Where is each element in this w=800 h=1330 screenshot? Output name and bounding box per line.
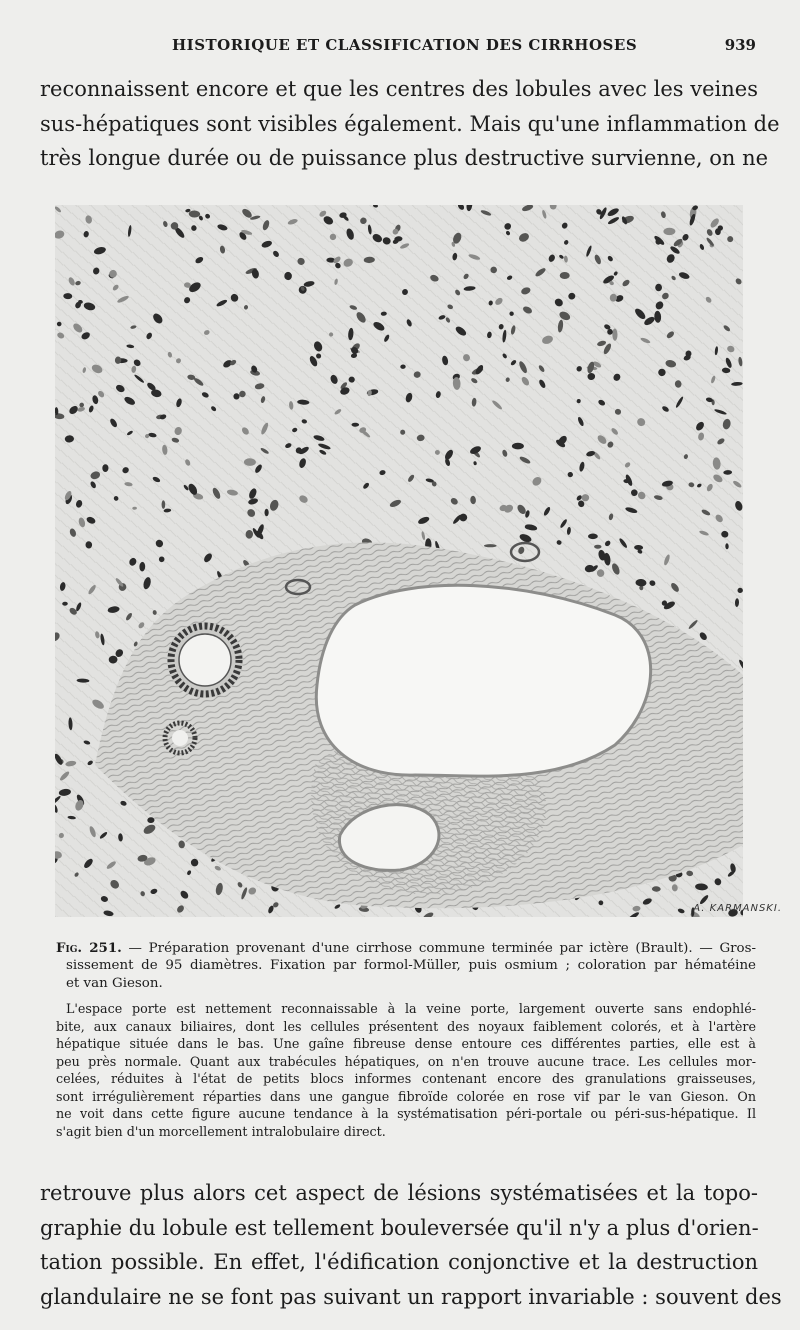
explanation-line: peu près normale. Quant aux trabécules hépatiques, on n'en trouve aucune trace. Les cellules mor- [56, 1053, 756, 1069]
text-line: reconnaissent encore et que les centres des lobules avec les veines [40, 77, 758, 101]
engraver-signature: A. KARMANSKI. [693, 903, 782, 914]
caption-text: sissement de 95 diamètres. Fixation par formol-Müller, puis osmium ; coloration par hématéine [66, 958, 756, 974]
bottom-paragraph [40, 1176, 782, 1314]
caption-text: — Préparation provenant d'une cirrhose commune terminée par ictère (Brault). — Gros- [121, 941, 756, 956]
explanation-line: bite, aux canaux biliaires, dont les cellules présentent des noyaux faiblement colorés, et à l'artère [56, 1018, 756, 1034]
cell-fragment [560, 272, 570, 279]
text-line: retrouve plus alors cet aspect de lésions systématisées et la topo- [40, 1181, 758, 1205]
histology-figure [55, 205, 743, 917]
cell-fragment [655, 284, 662, 292]
portal-vein-lumen [316, 585, 650, 776]
cell-fragment [594, 545, 601, 549]
bile-duct [167, 622, 243, 698]
cell-fragment [607, 329, 613, 335]
text-line: tation possible. En effet, l'édification conjonctive et la destruction [40, 1250, 758, 1274]
cell-fragment [400, 430, 405, 435]
histology-engraving [55, 205, 743, 917]
caption-text: et van Gieson. [66, 975, 163, 991]
top-paragraph [40, 72, 780, 176]
explanation-line: L'espace porte est nettement reconnaissable à la veine porte, largement ouverte sans endophlé- [66, 1001, 756, 1016]
text-line: graphie du lobule est tellement bouleversée qu'il n'y a plus d'orien- [40, 1215, 759, 1240]
running-title: HISTORIQUE ET CLASSIFICATION DES CIRRHOSES [172, 36, 638, 54]
explanation-line: ne voit dans cette figure aucune tendance à la systématisation péri-portale ou péri-sus-hépatique. Il [56, 1106, 756, 1121]
cell-fragment [588, 534, 598, 540]
explanation-line: hépatique située dans le bas. Une gaîne fibreuse dense entoure ces différentes parties, elle est à [56, 1036, 756, 1051]
cell-fragment [484, 544, 497, 547]
explanation-line: s'agit bien d'un morcellement intralobulaire direct. [56, 1123, 386, 1139]
cell-fragment [265, 509, 269, 517]
figure-caption [56, 940, 756, 992]
explanation-line: sont irrégulièrement réparties dans une gangue fibroïde colorée en rose vif par le van Gieson. On [56, 1088, 756, 1104]
text-line: sus-hépatiques sont visibles également. Mais qu'une inflammation de [40, 111, 780, 136]
text-line: très longue durée ou de puissance plus destructive survienne, on ne [40, 146, 769, 170]
running-head [40, 36, 756, 58]
figure-explanation [56, 1000, 756, 1140]
figure-label: Fig. 251. [56, 940, 122, 956]
cell-fragment [162, 500, 166, 509]
cell-fragment [512, 443, 524, 450]
text-line: glandulaire ne se font pas suivant un rapport invariable : souvent des [40, 1284, 782, 1309]
explanation-line: celées, réduites à l'état de petits blocs informes contenant encore des granulations graisseuses, [56, 1071, 756, 1086]
page-number: 939 [724, 36, 756, 54]
